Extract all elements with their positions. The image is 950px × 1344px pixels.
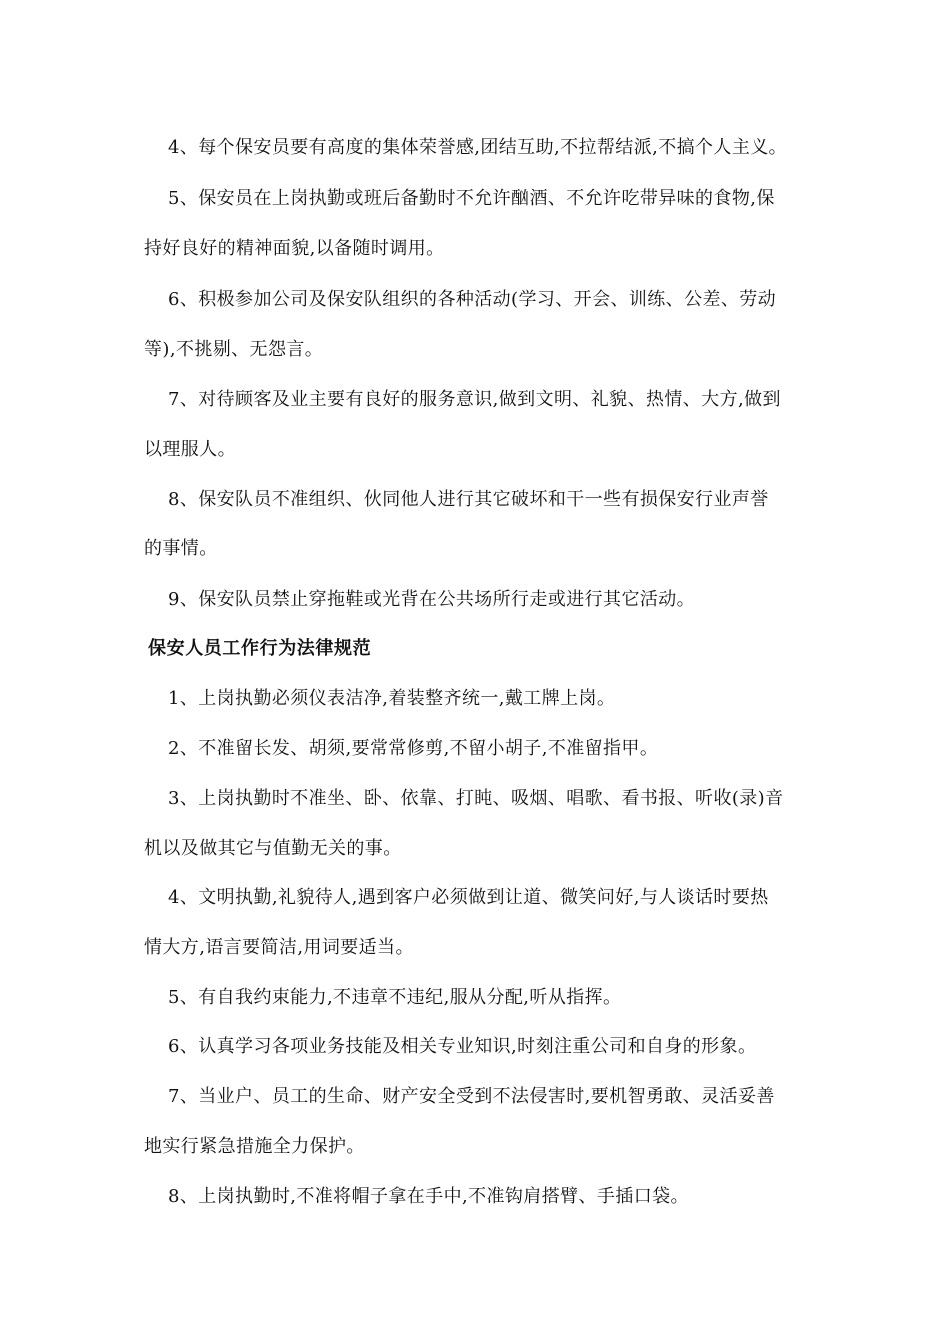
rule-item-8-line-2: 的事情。: [144, 538, 218, 559]
norm-item-1-line-1: 1、上岗执勤必须仪表洁净,着装整齐统一,戴工牌上岗。: [168, 688, 616, 709]
norm-item-4-line-2: 情大方,语言要简洁,用词要适当。: [144, 937, 414, 958]
section-heading: 保安人员工作行为法律规范: [148, 638, 372, 659]
rule-item-5-line-2: 持好良好的精神面貌,以备随时调用。: [144, 238, 445, 259]
rule-item-9-line-1: 9、保安队员禁止穿拖鞋或光背在公共场所行走或进行其它活动。: [168, 589, 696, 610]
rule-item-4-line-1: 4、每个保安员要有高度的集体荣誉感,团结互助,不拉帮结派,不搞个人主义。: [168, 137, 788, 158]
norm-item-8-line-1: 8、上岗执勤时,不准将帽子拿在手中,不准钩肩搭臂、手插口袋。: [168, 1186, 689, 1207]
norm-item-6-line-1: 6、认真学习各项业务技能及相关专业知识,时刻注重公司和自身的形象。: [168, 1036, 757, 1057]
rule-item-7-line-2: 以理服人。: [144, 439, 236, 460]
norm-item-3-line-2: 机以及做其它与值勤无关的事。: [144, 838, 402, 859]
norm-item-7-line-1: 7、当业户、员工的生命、财产安全受到不法侵害时,要机智勇敢、灵活妥善: [168, 1086, 775, 1107]
norm-item-2-line-1: 2、不准留长发、胡须,要常常修剪,不留小胡子,不准留指甲。: [168, 738, 659, 759]
rule-item-6-line-2: 等),不挑剔、无怨言。: [144, 339, 324, 360]
norm-item-4-line-1: 4、文明执勤,礼貌待人,遇到客户必须做到让道、微笑问好,与人谈话时要热: [168, 887, 769, 908]
rule-item-6-line-1: 6、积极参加公司及保安队组织的各种活动(学习、开会、训练、公差、劳动: [168, 289, 777, 310]
norm-item-7-line-2: 地实行紧急措施全力保护。: [144, 1136, 365, 1157]
rule-item-8-line-1: 8、保安队员不准组织、伙同他人进行其它破坏和干一些有损保安行业声誉: [168, 489, 769, 510]
norm-item-5-line-1: 5、有自我约束能力,不违章不违纪,服从分配,听从指挥。: [168, 987, 622, 1008]
rule-item-7-line-1: 7、对待顾客及业主要有良好的服务意识,做到文明、礼貌、热情、大方,做到: [168, 389, 781, 410]
rule-item-5-line-1: 5、保安员在上岗执勤或班后备勤时不允许酗酒、不允许吃带异味的食物,保: [168, 188, 775, 209]
norm-item-3-line-1: 3、上岗执勤时不准坐、卧、依靠、打盹、吸烟、唱歌、看书报、听收(录)音: [168, 788, 784, 809]
